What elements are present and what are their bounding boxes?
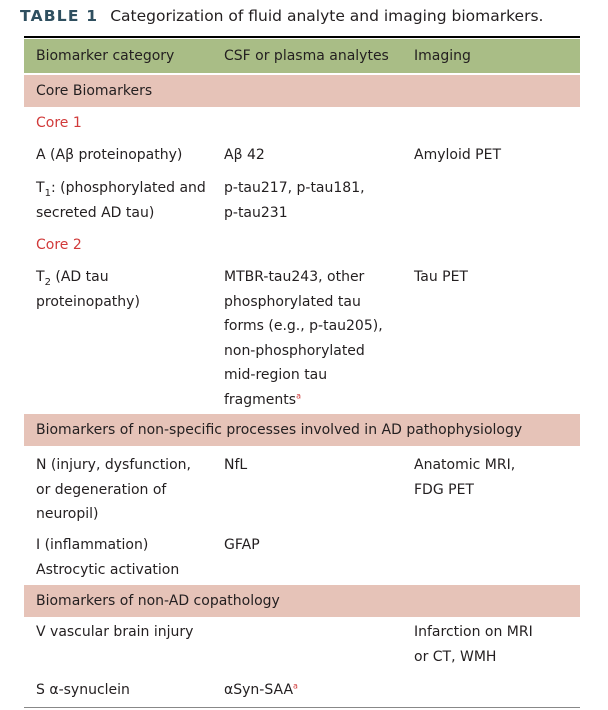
cell-imaging: Tau PET (414, 269, 468, 285)
section-non-specific (24, 414, 580, 446)
table-row-a (24, 143, 580, 171)
subsection-label: Core 1 (36, 115, 82, 131)
cell-category: I (inflammation) Astrocytic activation (36, 537, 180, 578)
footnote-marker: a (293, 681, 298, 691)
table-row-t1 (24, 176, 580, 226)
table-label: TABLE 1 (20, 7, 99, 25)
section-label: Biomarkers of non-AD copathology (36, 593, 280, 609)
header-imaging: Imaging (414, 48, 471, 64)
bottom-rule (24, 707, 580, 708)
cell-analytes: MTBR-tau243, other phosphorylated tau forms (e.g., p-tau205), non-phosphorylated mid-region tau fragments$^a$ (224, 269, 383, 408)
cell-category: A (Aβ proteinopathy) (36, 147, 183, 163)
table-row-i (24, 533, 580, 585)
cell-category: N (injury, dysfunction, or degeneration of neuropil) (36, 457, 191, 522)
cell-imaging: Infarction on MRI or CT, WMH (414, 624, 533, 665)
cell-category: $T_2$ (AD tau proteinopathy) (36, 269, 140, 310)
subsection-core-2 (24, 232, 580, 260)
cell-category: S α-synuclein (36, 682, 130, 698)
subsection-label: Core 2 (36, 237, 82, 253)
cell-category: V vascular brain injury (36, 624, 194, 640)
cell-imaging: Amyloid PET (414, 147, 502, 163)
header-biomarker-category: Biomarker category (36, 48, 175, 64)
table-row-v (24, 620, 580, 672)
footnote-marker: a (296, 390, 301, 400)
section-label: Core Biomarkers (36, 83, 153, 99)
cell-analytes: NfL (224, 457, 248, 473)
table-row-n (24, 453, 580, 529)
section-copathology (24, 585, 580, 617)
cell-analytes: GFAP (224, 537, 260, 553)
subsection-core-1 (24, 110, 580, 138)
cell-category: $T_1$: (phosphorylated and secreted AD tau) (36, 180, 206, 221)
top-rule (24, 36, 580, 38)
table-title: Categorization of fluid analyte and imaging biomarkers. (110, 7, 544, 25)
cell-analytes: αSyn-SAA$^a$ (224, 681, 298, 698)
table-row-s (24, 678, 580, 706)
section-core-biomarkers (24, 75, 580, 107)
table-header (24, 39, 580, 73)
cell-analytes: Aβ 42 (224, 147, 265, 163)
section-label: Biomarkers of non-specific processes involved in AD pathophysiology (36, 422, 523, 438)
header-csf-plasma: CSF or plasma analytes (224, 48, 389, 64)
cell-imaging: Anatomic MRI, FDG PET (414, 457, 516, 498)
table-row-t2 (24, 265, 580, 411)
table-caption (20, 6, 543, 26)
cell-analytes: p-tau217, p-tau181, p-tau231 (224, 180, 365, 221)
